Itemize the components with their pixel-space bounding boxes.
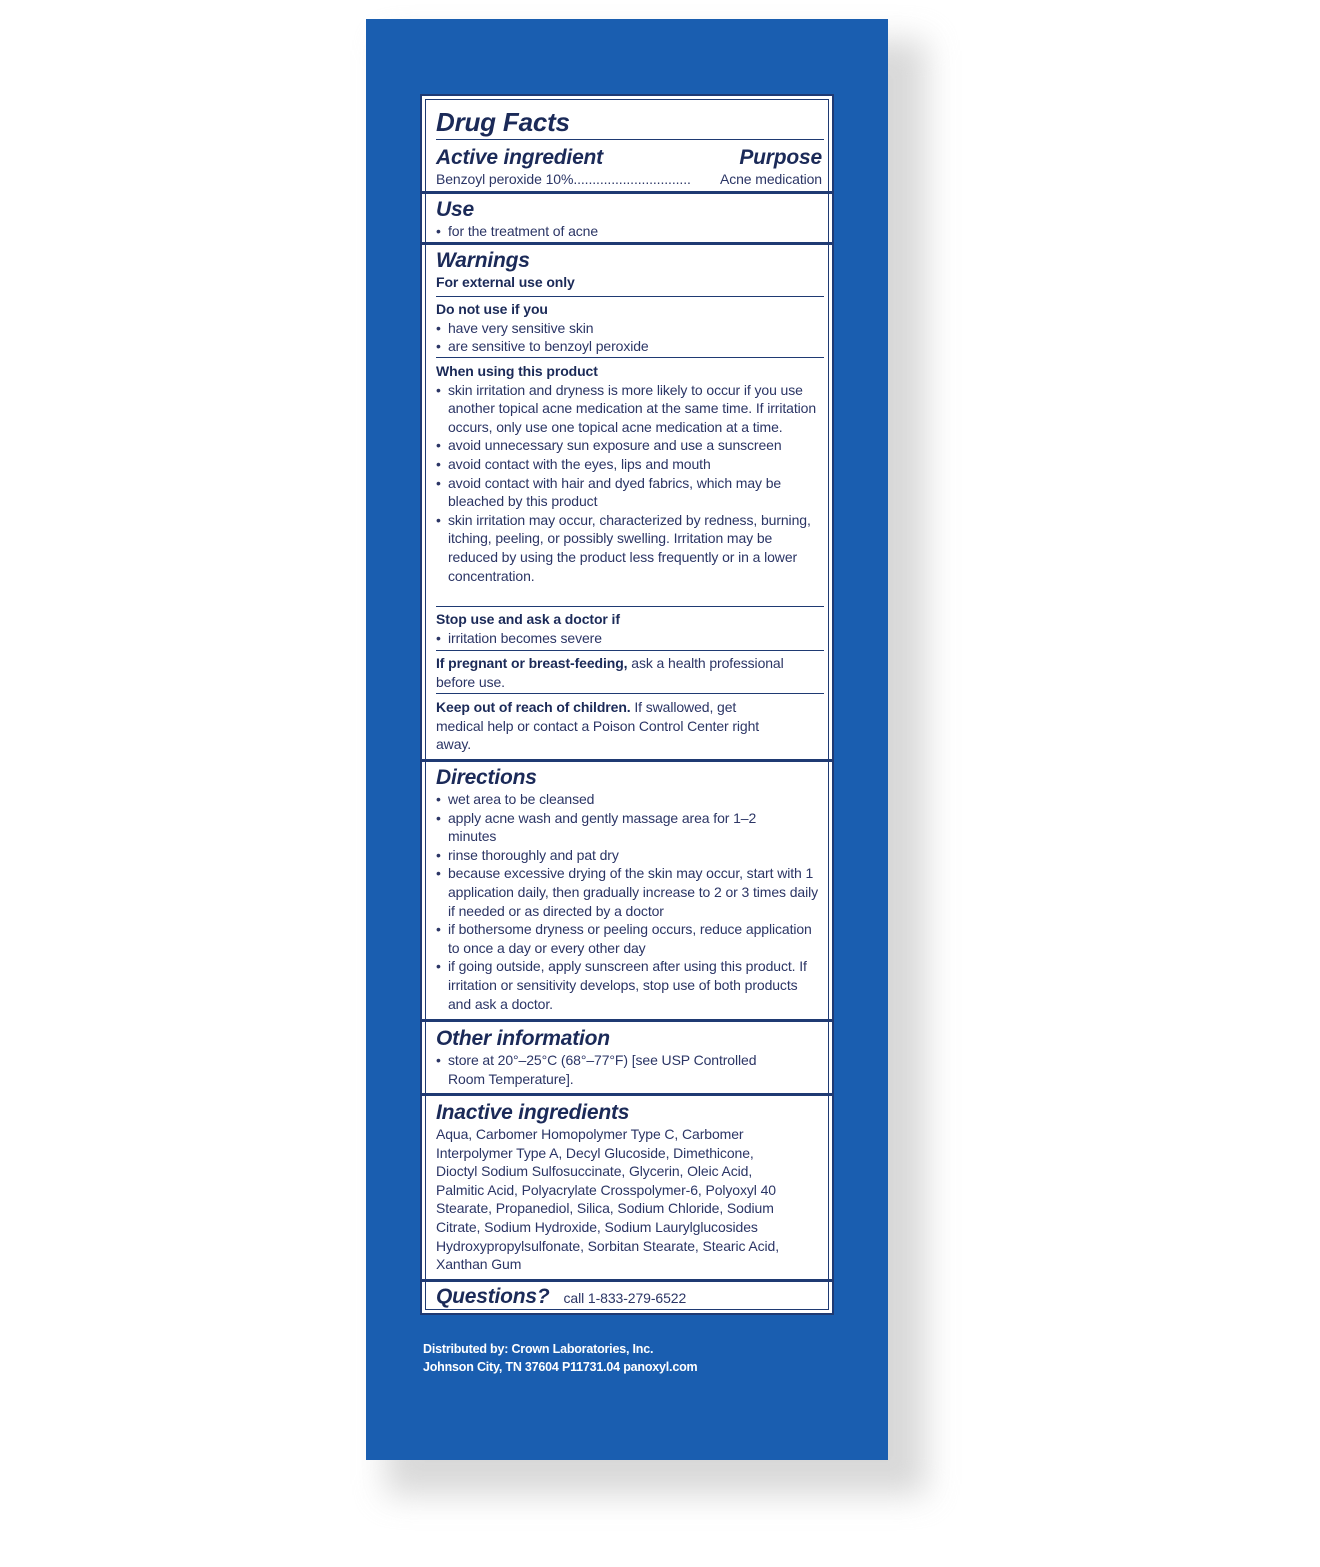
inactive-ingredients-list: Aqua, Carbomer Homopolymer Type C, Carbomer Interpolymer Type A, Decyl Glucoside, Dimethicone, Dioctyl Sodium Sulfosuccinate, Glycerin, Oleic Acid, Palmitic Acid, Polyacrylate Crosspolymer-6, Polyoxyl 40 Stearate, Propanediol, Silica, Sodium Chloride, Sodium Citrate, Sodium Hydroxide, Sodium Laurylglucosides Hydroxypropylsulfonate, Sorbitan Stearate, Stearic Acid, Xanthan Gum [436,1126,780,1273]
stop-use-item: • irritation becomes severe [436,629,822,648]
divider [436,296,824,297]
children-warning [436,698,762,754]
leader-dots: ............................... [573,171,691,187]
when-using-item: • avoid contact with the eyes, lips and mouth [436,455,822,474]
when-using-item: • avoid unnecessary sun exposure and use a sunscreen [436,436,822,455]
when-using-section [436,362,822,585]
when-using-item: • avoid contact with hair and dyed fabrics, which may be bleached by this product [436,474,822,511]
stop-use-section [436,610,822,647]
drug-facts-title: Drug Facts [436,107,570,137]
directions-section [436,766,822,1013]
children-warning-bold: Keep out of reach of children. [436,699,631,715]
do-not-use-item: • are sensitive to benzoyl peroxide [436,337,822,356]
do-not-use-section [436,300,822,356]
divider [436,357,824,358]
directions-heading: Directions [436,766,537,789]
divider [436,650,824,651]
use-item: • for the treatment of acne [436,222,822,241]
children-warning-text: If swallowed, get medical help or contact a Poison Control Center right away. [436,699,760,753]
drug-facts-panel [420,94,834,1315]
when-using-heading: When using this product [436,363,598,379]
section-divider [422,191,832,194]
questions-heading: Questions? [436,1285,550,1308]
distributor-line: Distributed by: Crown Laboratories, Inc. [423,1342,654,1356]
other-information-section [436,1027,822,1088]
use-section [436,198,822,241]
active-ingredient-name: Benzoyl peroxide 10% [436,171,574,187]
other-information-heading: Other information [436,1027,610,1050]
section-divider [422,759,832,762]
when-using-item: • skin irritation may occur, characterized by redness, burning, itching, peeling, or possibly swelling. Irritation may be reduced by using the product less frequently or in a lower concentration. [436,511,822,585]
questions-phone: call 1-833-279-6522 [563,1290,687,1306]
do-not-use-item: • have very sensitive skin [436,319,822,338]
other-information-item: • store at 20°–25°C (68°–77°F) [see USP Controlled Room Temperature]. [436,1051,822,1088]
divider [436,139,824,140]
directions-item: • if bothersome dryness or peeling occurs, reduce application to once a day or every other day [436,920,822,957]
warnings-section [436,249,822,292]
directions-item: • rinse thoroughly and pat dry [436,846,822,865]
directions-item: • if going outside, apply sunscreen after using this product. If irritation or sensitivity develops, stop use of both products and ask a doctor. [436,957,822,1013]
stop-use-heading: Stop use and ask a doctor if [436,611,620,627]
external-use-note: For external use only [436,274,575,290]
do-not-use-heading: Do not use if you [436,301,548,317]
active-ingredient-section [436,146,822,189]
inactive-ingredients-heading: Inactive ingredients [436,1101,630,1124]
active-ingredient-purpose: Acne medication [719,171,822,187]
directions-item: • apply acne wash and gently massage area for 1–2 minutes [436,809,822,846]
distributor-info [423,1340,697,1376]
use-heading: Use [436,198,474,221]
warnings-heading: Warnings [436,249,530,272]
distributor-address: Johnson City, TN 37604 P11731.04 panoxyl.com [423,1360,698,1374]
pregnancy-warning [436,654,822,691]
pregnancy-warning-bold: If pregnant or breast-feeding, [436,655,628,671]
divider [436,693,824,694]
section-divider [422,1279,832,1282]
when-using-item: • skin irritation and dryness is more likely to occur if you use another topical acne medication at the same time. If irritation occurs, only use one topical acne medication at a time. [436,381,822,437]
purpose-heading: Purpose [739,146,822,169]
directions-item: • because excessive drying of the skin may occur, start with 1 application daily, then gradually increase to 2 or 3 times daily if needed or as directed by a doctor [436,864,822,920]
section-divider [422,1093,832,1096]
pregnancy-warning-text: ask a health professional before use. [436,655,784,690]
directions-item: • wet area to be cleansed [436,790,822,809]
divider [436,606,824,607]
section-divider [422,242,832,245]
section-divider [422,1019,832,1022]
active-ingredient-heading: Active ingredient [436,146,603,169]
inactive-ingredients-section [436,1101,822,1274]
questions-section [436,1285,822,1309]
